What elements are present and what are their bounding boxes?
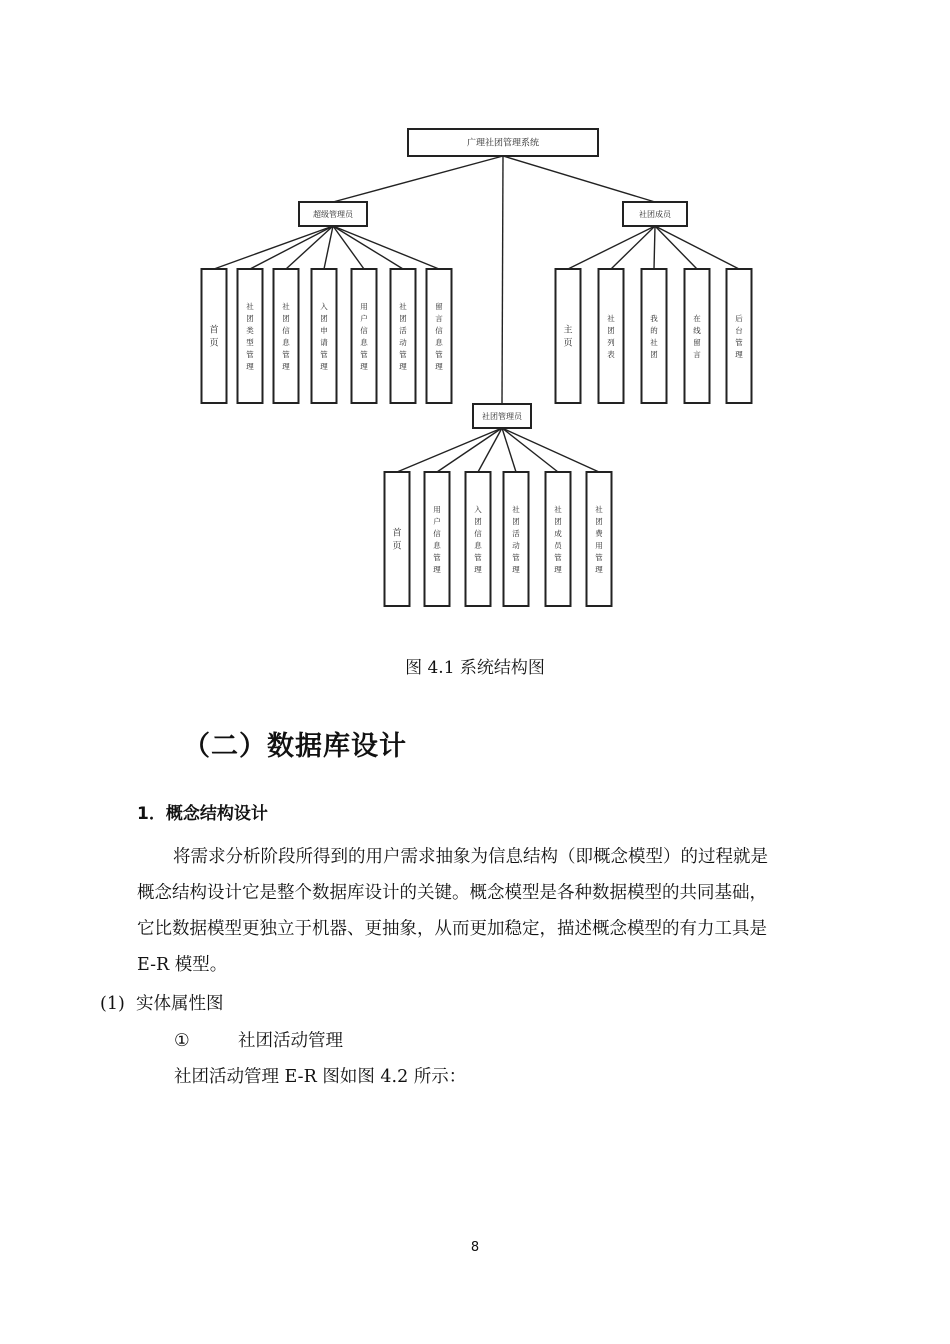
diagram-leaf-node-label: 在线留言 bbox=[693, 314, 701, 359]
diagram-leaf-node-label: 首页 bbox=[392, 528, 402, 552]
body-paragraph bbox=[137, 839, 817, 983]
diagram-leaf-node-label: 主页 bbox=[563, 325, 573, 349]
diagram-leaf-node-label: 用户信息管理 bbox=[433, 505, 441, 574]
diagram-leaf-node bbox=[504, 472, 529, 606]
connector-line bbox=[655, 226, 739, 269]
diagram-leaf-node-label: 社团信息管理 bbox=[282, 302, 290, 371]
connector-line bbox=[333, 156, 503, 202]
connector-line bbox=[611, 226, 655, 269]
diagram-group-node bbox=[623, 202, 687, 226]
diagram-leaf-node-label: 社团成员管理 bbox=[554, 505, 562, 574]
connector-line bbox=[250, 226, 333, 269]
diagram-leaf-node-label: 入团申请管理 bbox=[320, 302, 328, 371]
sub-heading: 1．概念结构设计 bbox=[137, 804, 268, 824]
paragraph-line: E-R 模型。 bbox=[137, 955, 228, 975]
paragraph-line: 将需求分析阶段所得到的用户需求抽象为信息结构（即概念模型）的过程就是 bbox=[173, 847, 768, 867]
connector-line bbox=[333, 226, 403, 269]
diagram-leaf-node bbox=[238, 269, 263, 403]
diagram-leaf-node bbox=[425, 472, 450, 606]
circle-number: ① bbox=[174, 1031, 190, 1051]
connector-line bbox=[654, 226, 655, 269]
connector-line bbox=[503, 156, 655, 202]
diagram-leaf-node bbox=[385, 472, 410, 606]
diagram-leaf-node bbox=[466, 472, 491, 606]
diagram-group-node bbox=[473, 404, 531, 428]
connector-line bbox=[214, 226, 333, 269]
sub-list-item bbox=[174, 1027, 343, 1052]
section-heading: （二）数据库设计 bbox=[183, 731, 407, 762]
diagram-leaf-node-label: 用户信息管理 bbox=[360, 302, 368, 371]
diagram-leaf-node-label: 社团类型管理 bbox=[246, 302, 254, 371]
diagram-group-node-label: 社团成员 bbox=[639, 209, 671, 219]
diagram-leaf-node bbox=[391, 269, 416, 403]
connector-line bbox=[397, 428, 502, 472]
diagram-leaf-node bbox=[642, 269, 667, 403]
diagram-leaf-node bbox=[352, 269, 377, 403]
diagram-leaf-node-label: 社团费用管理 bbox=[595, 505, 603, 574]
diagram-leaf-node-label: 留言信息管理 bbox=[435, 302, 443, 371]
connector-line bbox=[437, 428, 502, 472]
diagram-leaf-node bbox=[599, 269, 624, 403]
diagram-leaf-node bbox=[556, 269, 581, 403]
diagram-leaf-node bbox=[274, 269, 299, 403]
diagram-leaf-node bbox=[312, 269, 337, 403]
connector-line bbox=[478, 428, 502, 472]
diagram-leaf-node bbox=[685, 269, 710, 403]
connector-line bbox=[502, 156, 503, 404]
diagram-leaf-node bbox=[727, 269, 752, 403]
sub-list-text: 社团活动管理 bbox=[238, 1031, 343, 1051]
diagram-leaf-node-label: 我的社团 bbox=[650, 314, 658, 359]
list-item bbox=[100, 990, 224, 1015]
figure-reference-text: 社团活动管理 E-R 图如图 4.2 所示： bbox=[174, 1067, 467, 1087]
diagram-root-node bbox=[408, 129, 598, 156]
list-text: 实体属性图 bbox=[136, 994, 224, 1014]
diagram-leaf-node bbox=[587, 472, 612, 606]
connector-line bbox=[568, 226, 655, 269]
diagram-leaf-node bbox=[546, 472, 571, 606]
diagram-group-node-label: 超级管理员 bbox=[313, 209, 353, 219]
paragraph-line: 概念结构设计它是整个数据库设计的关键。概念模型是各种数据模型的共同基础， bbox=[137, 883, 767, 903]
paragraph-line: 它比数据模型更独立于机器、更抽象，从而更加稳定，描述概念模型的有力工具是 bbox=[137, 919, 767, 939]
list-number: (1) bbox=[100, 994, 125, 1014]
figure-caption: 图 4.1 系统结构图 bbox=[405, 658, 545, 678]
diagram-leaf-node bbox=[202, 269, 227, 403]
diagram-leaf-node bbox=[427, 269, 452, 403]
page-number: 8 bbox=[470, 1240, 480, 1255]
diagram-leaf-node-label: 入团信息管理 bbox=[474, 505, 482, 574]
connector-line bbox=[655, 226, 697, 269]
system-structure-diagram bbox=[0, 0, 950, 640]
connector-line bbox=[502, 428, 516, 472]
diagram-group-node-label: 社团管理员 bbox=[482, 411, 522, 421]
diagram-leaf-node-label: 后台管理 bbox=[735, 314, 743, 359]
diagram-leaf-node-label: 社团活动管理 bbox=[399, 302, 407, 371]
diagram-group-node bbox=[299, 202, 367, 226]
diagram-root-node-label: 广理社团管理系统 bbox=[466, 138, 540, 149]
diagram-leaf-node-label: 社团列表 bbox=[607, 314, 615, 359]
diagram-leaf-node-label: 首页 bbox=[209, 325, 219, 349]
diagram-leaf-node-label: 社团活动管理 bbox=[512, 505, 520, 574]
